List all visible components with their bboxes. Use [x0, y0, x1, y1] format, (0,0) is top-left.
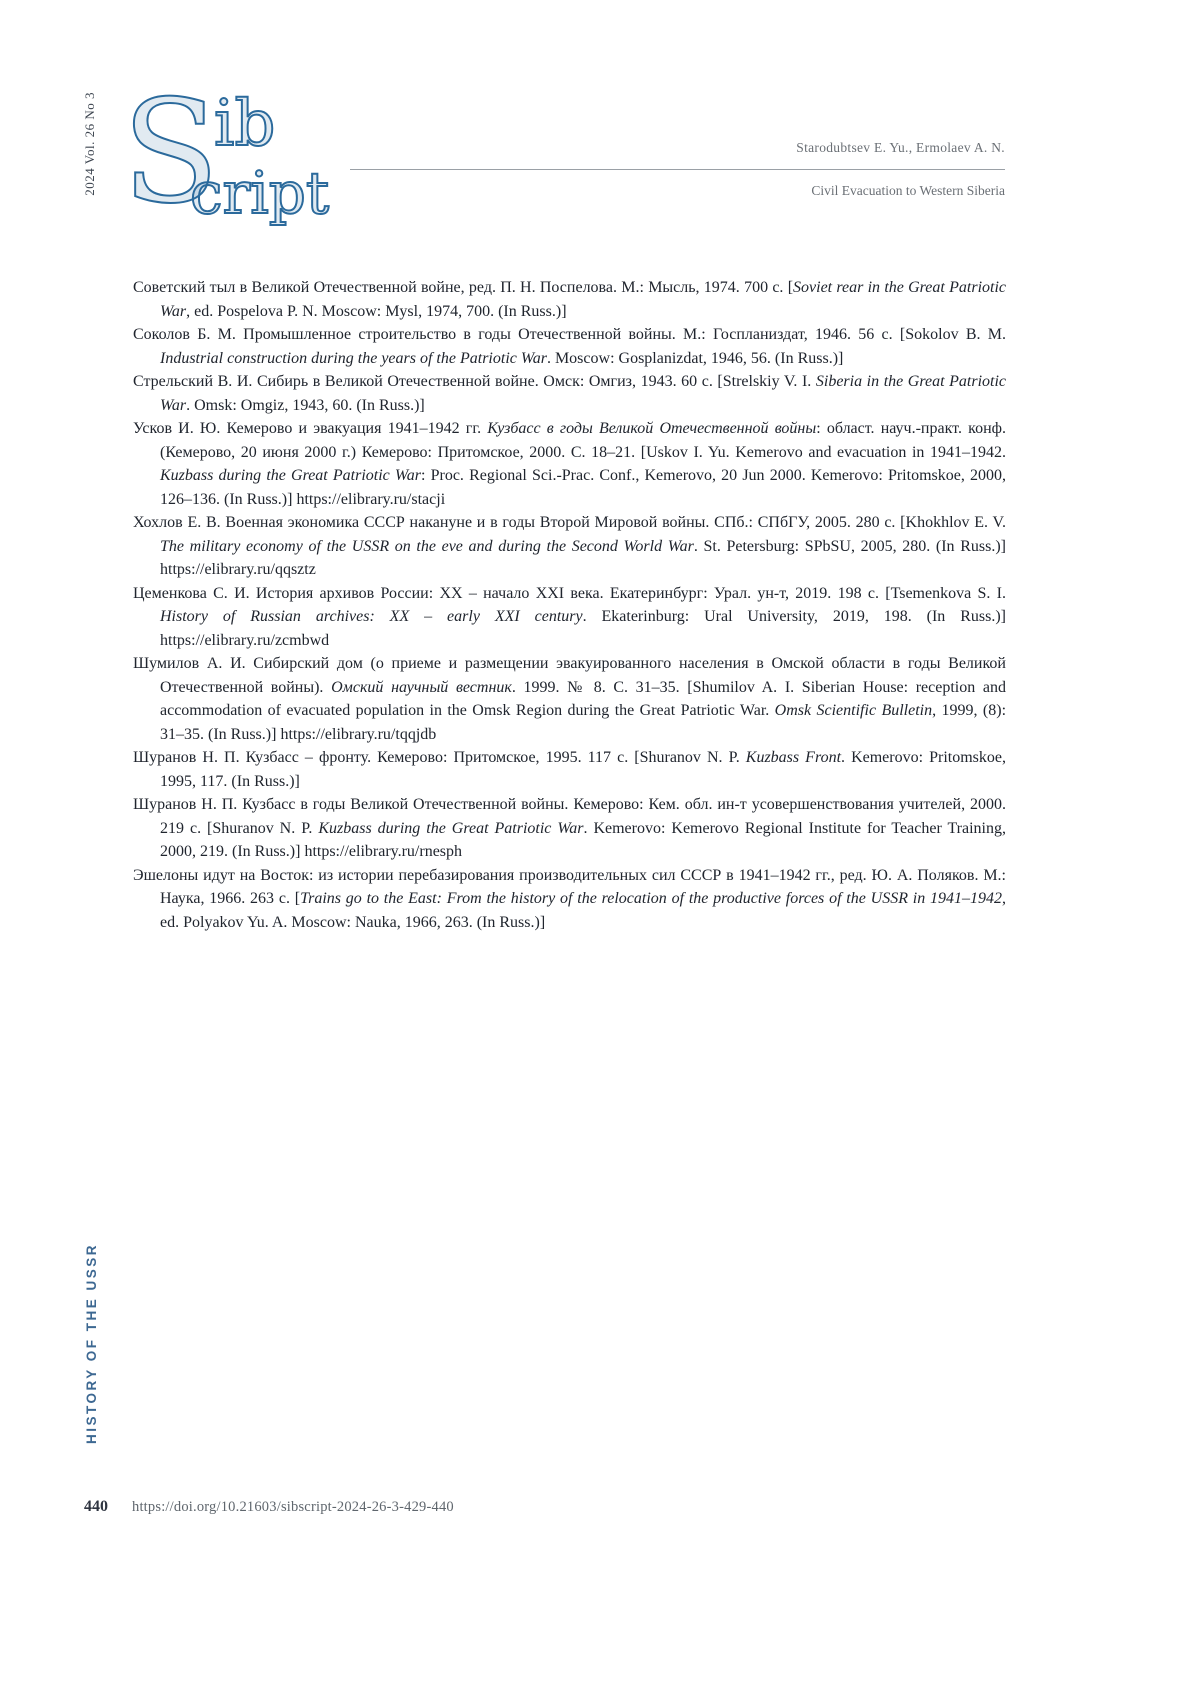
reference-title-italic: Soviet rear in the Great Patriotic War	[160, 279, 1007, 320]
reference-item	[133, 652, 1006, 746]
reference-text: . Omsk: Omgiz, 1943, 60. (In Russ.)]	[186, 396, 425, 414]
reference-text: Стрельский В. И. Сибирь в Великой Отечественной войне. Омск: Омгиз, 1943. 60 с. [Strelskiy V. I.	[133, 373, 816, 390]
reference-title-italic: Kuzbass Front	[745, 749, 842, 766]
logo-text-ib: ib	[214, 87, 276, 161]
elibrary-link[interactable]: https://elibrary.ru/qqsztz	[160, 561, 316, 578]
reference-title-italic: Кузбасс в годы Великой Отечественной войны	[487, 420, 817, 437]
reference-text: Хохлов Е. В. Военная экономика СССР накануне и в годы Второй Мировой войны. СПб.: СПбГУ, 2005. 280 с. [Khokhlov E. V.	[133, 514, 1006, 531]
reference-text: : област. науч.-практ. конф. (Кемерово, 20 июня 2000 г.) Кемерово: Притомское, 2000. С. 18–21. [Uskov I. Yu. Kemerovo and evacuation in 1941–1942.	[160, 420, 1006, 461]
reference-text: . Moscow: Gosplanizdat, 1946, 56. (In Russ.)]	[546, 349, 844, 367]
reference-title-italic: Trains go to the East: From the history of the relocation of the productive forces of the USSR in 1941–1942	[300, 890, 1003, 907]
reference-text: Советский тыл в Великой Отечественной войне, ред. П. Н. Поспелова. М.: Мысль, 1974. 700 с. [	[133, 279, 794, 296]
reference-title-italic: History of Russian archives: XX – early XXI century	[160, 608, 583, 625]
reference-text: , ed. Pospelova P. N. Moscow: Mysl, 1974, 700. (In Russ.)]	[186, 302, 567, 320]
reference-text: Соколов Б. М. Промышленное строительство в годы Отечественной войны. М.: Госпланиздат, 1946. 56 с. [Sokolov B. M.	[133, 326, 1006, 343]
reference-title-italic: Omsk Scientific Bulletin	[774, 702, 933, 719]
reference-text: . Ekaterinburg: Ural University, 2019, 198. (In Russ.)]	[582, 608, 1006, 625]
reference-text: Шуранов Н. П. Кузбасс – фронту. Кемерово: Притомское, 1995. 117 с. [Shuranov N. P.	[133, 749, 746, 766]
reference-item	[133, 276, 1006, 323]
reference-item	[133, 582, 1006, 653]
reference-text: . Kemerovo: Pritomskoe, 1995, 117. (In Russ.)]	[160, 749, 1007, 790]
references-list	[133, 276, 1006, 934]
reference-title-italic: Siberia in the Great Patriotic War	[160, 373, 1006, 414]
reference-item	[133, 864, 1006, 935]
reference-text: . St. Petersburg: SPbSU, 2005, 280. (In Russ.)]	[693, 537, 1006, 555]
reference-title-italic: Kuzbass during the Great Patriotic War	[318, 819, 584, 837]
reference-title-italic: Industrial construction during the years of the Patriotic War	[160, 349, 547, 367]
elibrary-link[interactable]: https://elibrary.ru/stacji	[296, 490, 446, 508]
logo-text-cript: cript	[190, 159, 330, 227]
reference-text: Цеменкова С. И. История архивов России: XX – начало XXI века. Екатеринбург: Урал. ун-т, 2019. 198 с. [Tsemenkova S. I.	[133, 584, 1006, 602]
reference-item	[133, 323, 1006, 370]
reference-text: . 1999. № 8. С. 31–35. [Shumilov A. I. Siberian House: reception and accommodation of evacuated population in the Omsk Region during the Great Patriotic War.	[160, 678, 1007, 719]
reference-title-italic: Омский научный вестник	[331, 678, 512, 696]
reference-item	[133, 746, 1006, 793]
logo-letter-s: S	[122, 70, 220, 235]
reference-text: Усков И. Ю. Кемерово и эвакуация 1941–1942 гг.	[133, 420, 488, 437]
reference-text: Шуранов Н. П. Кузбасс в годы Великой Отечественной войны. Кемерово: Кем. обл. ин-т усовершенствования учителей, 2000. 219 с. [Shuranov N. P.	[133, 796, 1006, 837]
reference-text: : Proc. Regional Sci.-Prac. Conf., Kemerovo, 20 Jun 2000. Kemerovo: Pritomskoe, 2000, 126–136. (In Russ.)]	[160, 467, 1006, 508]
running-head-authors: Starodubtsev E. Yu., Ermolaev A. N.	[796, 140, 1005, 155]
page-number: 440	[84, 1498, 108, 1515]
header-divider	[350, 169, 1005, 170]
reference-item	[133, 511, 1006, 582]
reference-item	[133, 793, 1006, 864]
section-label: HISTORY OF THE USSR	[84, 1243, 99, 1445]
reference-item	[133, 370, 1006, 417]
reference-text: Эшелоны идут на Восток: из истории перебазирования производительных сил СССР в 1941–1942 гг., ред. Ю. А. Поляков. М.: Наука, 1966. 263 с. [	[133, 866, 1006, 907]
reference-text: , 1999, (8): 31–35. (In Russ.)]	[160, 702, 1007, 743]
doi-link[interactable]: https://doi.org/10.21603/sibscript-2024-26-3-429-440	[132, 1499, 454, 1515]
elibrary-link[interactable]: https://elibrary.ru/zcmbwd	[160, 631, 330, 649]
reference-title-italic: The military economy of the USSR on the eve and during the Second World War	[160, 537, 694, 555]
elibrary-link[interactable]: https://elibrary.ru/rnesph	[304, 843, 463, 860]
elibrary-link[interactable]: https://elibrary.ru/tqqjdb	[280, 725, 437, 743]
reference-text: , ed. Polyakov Yu. A. Moscow: Nauka, 1966, 263. (In Russ.)]	[160, 890, 1007, 931]
journal-logo	[122, 70, 376, 235]
running-head-title: Civil Evacuation to Western Siberia	[811, 183, 1005, 198]
page-footer	[84, 1498, 1004, 1516]
reference-text: Шумилов А. И. Сибирский дом (о приеме и размещении эвакуированного населения в Омской области в годы Великой Отечественной войны).	[133, 655, 1006, 696]
reference-text: . Kemerovo: Kemerovo Regional Institute for Teacher Training, 2000, 219. (In Russ.)]	[160, 819, 1006, 860]
reference-item	[133, 417, 1006, 511]
running-head	[350, 140, 1005, 199]
volume-issue-label: 2024 Vol. 26 No 3	[82, 92, 97, 196]
reference-title-italic: Kuzbass during the Great Patriotic War	[160, 467, 422, 484]
